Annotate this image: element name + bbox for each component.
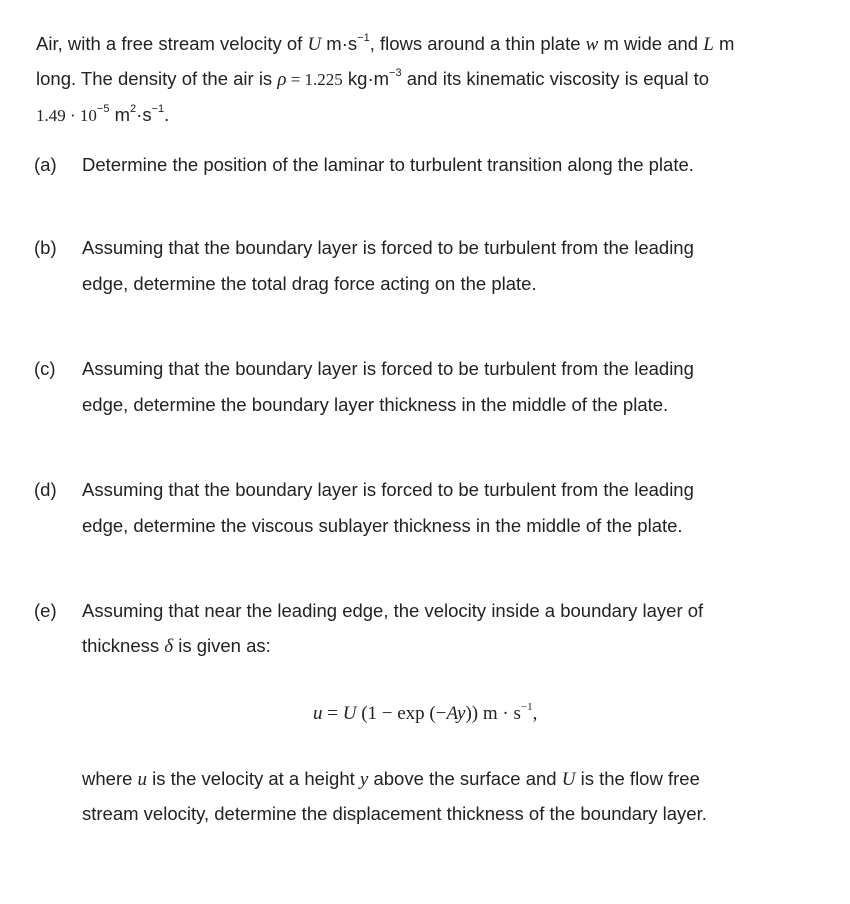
eq-mid: (1 − exp (− <box>356 703 447 724</box>
question-text-c-2: edge, determine the boundary layer thickness in the middle of the plate. <box>82 394 669 415</box>
intro-text: and its kinematic viscosity is equal to <box>401 68 710 89</box>
eq-equals: = <box>322 703 343 724</box>
eq-exponent: −1 <box>520 700 533 713</box>
eq-U: U <box>342 703 357 724</box>
question-label-c: (c) <box>34 358 56 379</box>
intro-line-1 <box>36 33 734 56</box>
intro-text: , flows around a thin plate <box>369 33 586 54</box>
question-text-e-1: Assuming that near the leading edge, the velocity inside a boundary layer of <box>82 600 704 621</box>
unit: m·s <box>321 33 358 54</box>
velocity-equation <box>313 700 538 725</box>
rho-value: = 1.225 <box>286 70 343 89</box>
var-U: U <box>561 769 576 790</box>
intro-text: Air, with a free stream velocity of <box>36 33 308 54</box>
intro-text: m wide and <box>598 33 704 54</box>
var-y: y <box>359 769 369 790</box>
question-text-d-2: edge, determine the viscous sublayer thickness in the middle of the plate. <box>82 515 683 536</box>
intro-text: m <box>713 33 735 54</box>
eq-lhs: u <box>313 703 323 724</box>
exponent: 2 <box>130 102 137 115</box>
exponent: −3 <box>389 66 402 79</box>
question-label-a: (a) <box>34 154 57 175</box>
question-text-d-1: Assuming that the boundary layer is forced to be turbulent from the leading <box>82 479 694 500</box>
question-label-d: (d) <box>34 479 57 500</box>
var-U: U <box>307 34 322 55</box>
question-text-a: Determine the position of the laminar to turbulent transition along the plate. <box>82 154 694 175</box>
nu-value: 1.49 · 10 <box>36 106 97 125</box>
var-w: w <box>585 34 599 55</box>
question-text-e-2 <box>82 635 271 658</box>
question-label-b: (b) <box>34 237 57 258</box>
exponent: −1 <box>357 31 370 44</box>
exponent: −5 <box>96 102 110 115</box>
text: above the surface and <box>368 768 562 789</box>
followup-line-2: stream velocity, determine the displacement thickness of the boundary layer. <box>82 803 707 824</box>
unit: ·s <box>136 104 152 125</box>
text: is the velocity at a height <box>147 768 360 789</box>
var-u: u <box>137 769 148 790</box>
eq-close: )) m · s <box>465 703 521 724</box>
followup-line-1 <box>82 768 700 791</box>
unit: kg·m <box>342 68 390 89</box>
question-text-b-1: Assuming that the boundary layer is forced to be turbulent from the leading <box>82 237 694 258</box>
text: is given as: <box>173 635 271 656</box>
eq-end: , <box>532 703 538 724</box>
question-label-e: (e) <box>34 600 57 621</box>
question-text-c-1: Assuming that the boundary layer is forced to be turbulent from the leading <box>82 358 694 379</box>
exponent: −1 <box>151 102 165 115</box>
var-delta: δ <box>164 636 174 657</box>
eq-Ay: Ay <box>446 703 466 724</box>
period: . <box>164 104 170 125</box>
question-text-b-2: edge, determine the total drag force acting on the plate. <box>82 273 537 294</box>
var-rho: ρ <box>277 69 287 90</box>
intro-line-2 <box>36 68 709 91</box>
unit: m <box>109 104 131 125</box>
intro-text: long. The density of the air is <box>36 68 278 89</box>
text: is the flow free <box>575 768 700 789</box>
text: where <box>82 768 138 789</box>
var-L: L <box>703 34 714 55</box>
text: thickness <box>82 635 165 656</box>
intro-line-3 <box>36 104 169 126</box>
